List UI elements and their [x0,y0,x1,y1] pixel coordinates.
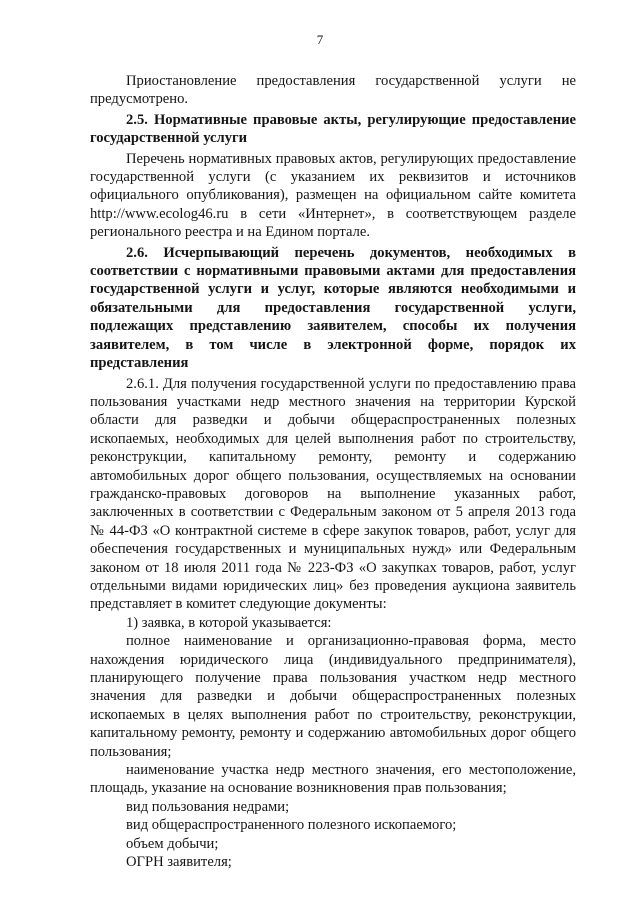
paragraph-suspension: Приостановление предоставления государственной услуги не предусмотрено. [90,73,576,108]
section-heading-2-5 [90,111,576,148]
list-item-volume: объем добычи; [126,835,219,852]
section-heading-2-6 [90,244,576,373]
list-item-legal-entity: полное наименование и организационно-правовая форма, место нахождения юридического лица (индивидуального предпринимателя), планирующего получение права пользования участком недр местного значения для разведки и добычи общераспространенных полезных ископаемых в целях выполнения работ по строительству, реконструкции, капитальному ремонту, ремонту и содержанию автомобильных дорог общего пользования; [90,633,576,760]
section-number: 2.6. [126,244,148,261]
section-title: Нормативные правовые акты, регулирующие предоставление государственной услуги [90,111,576,147]
list-item-use-type: вид пользования недрами; [126,798,290,815]
section-title: Исчерпывающий перечень документов, необходимых в соответствии с нормативными правовыми актами для предоставления государственной услуги и услуг, которые являются необходимыми и обязательными для предоставления государственной услуги, подлежащих представлению заявителем, способы их получения заявителем, в том числе в электронной форме, порядок их представления [90,244,576,372]
paragraph-normative-acts: Перечень нормативных правовых актов, регулирующих предоставление государственной услуги (с указанием их реквизитов и источников официального опубликования), размещен на официальном сайте комитета http://www.ecolog46.ru в сети «Интернет», в соответствующем разделе регионального реестра и на Едином портале. [90,150,576,241]
list-item-application: 1) заявка, в которой указывается: [126,614,332,631]
list-item-subsoil-site: наименование участка недр местного значения, его местоположение, площадь, указание на основание возникновения прав пользования; [90,762,576,797]
paragraph-2-6-1: 2.6.1. Для получения государственной услуги по предоставлению права пользования участками недр местного значения на территории Курской области для разведки и добычи общераспространенных полезных ископаемых, необходимых для целей выполнения работ по строительству, реконструкции, капитальному ремонту, ремонту и содержанию автомобильных дорог общего пользования, осуществляемых на основании гражданско-правовых договоров на выполнение указанных работ, заключенных в соответствии с Федеральным законом от 5 апреля 2013 года № 44-ФЗ «О контрактной системе в сфере закупок товаров, работ, услуг для обеспечения государственных и муниципальных нужд» или Федеральным законом от 18 июля 2011 года № 223-ФЗ «О закупках товаров, работ, услуг отдельными видами юридических лиц» без проведения аукциона заявитель представляет в комитет следующие документы: [90,375,576,613]
list-item-ogrn: ОГРН заявителя; [126,854,232,871]
document-body [90,72,576,871]
page-number: 7 [316,32,324,47]
list-item-mineral-type: вид общераспространенного полезного ископаемого; [126,817,457,834]
section-number: 2.5. [126,111,148,128]
